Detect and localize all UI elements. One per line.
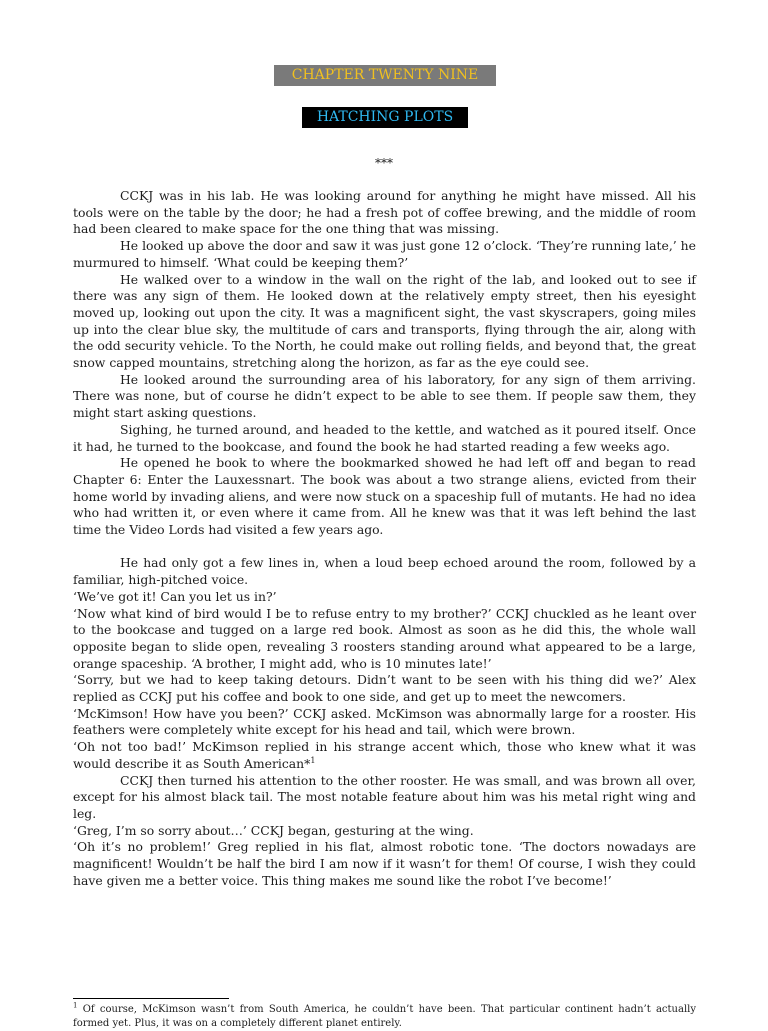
- paragraph: He walked over to a window in the wall on the right of the lab, and looked out to see if there was any sign of them. He looked down at the relatively empty street, then his eyesight moved up, looking out upon the city. It was a magnificent sight, the vast skyscrapers, going miles up into the clear blue sky, the multitude of cars and transports, flying through the air, along with the odd security vehicle. To the North, he could make out rolling fields, and beyond that, the great snow capped mountains, stretching along the horizon, as far as the eye could see.: [73, 271, 696, 371]
- footnote: [73, 1003, 696, 1031]
- paragraph: CCKJ was in his lab. He was looking around for anything he might have missed. All his tools were on the table by the door; he had a fresh pot of coffee brewing, and the middle of room had been cleared to make space for the one thing that was missing.: [73, 188, 696, 237]
- dialogue-line: ‘Greg, I’m so sorry about…’ CCKJ began, gesturing at the wing.: [73, 822, 474, 838]
- paragraph: He had only got a few lines in, when a loud beep echoed around the room, followed by a familiar, high-pitched voice.: [73, 555, 696, 588]
- dialogue-line-with-footnote: [73, 739, 696, 772]
- dialogue-line: ‘Sorry, but we had to keep taking detours. Didn’t want to be seen with his thing did we?’ Alex replied as CCKJ put his coffee and book to one side, and get up to meet the newcomers.: [73, 672, 696, 705]
- paragraph: He looked up above the door and saw it was just gone 12 o’clock. ‘They’re running late,’ he murmured to himself. ‘What could be keeping them?’: [73, 238, 696, 270]
- dialogue-line: ‘We’ve got it! Can you let us in?’: [73, 588, 277, 604]
- chapter-title: CHAPTER TWENTY NINE: [274, 65, 496, 86]
- paragraph: He opened he book to where the bookmarked showed he had left off and began to read Chapter 6: Enter the Lauxessnart. The book was about a two strange aliens, evicted from their home world by invading aliens, and were now stuck on a spaceship full of mutants. He had no idea who had written it, or even where it came from. All he knew was that it was left behind the last time the Video Lords had visited a few years ago.: [73, 455, 696, 538]
- chapter-body: [73, 188, 696, 890]
- footnote-reference[interactable]: 1: [310, 755, 316, 765]
- dialogue-text: ‘Oh not too bad!’ McKimson replied in his strange accent which, those who knew what it was would describe it as South American*: [73, 739, 696, 771]
- chapter-subtitle: HATCHING PLOTS: [302, 107, 468, 128]
- paragraph: CCKJ then turned his attention to the other rooster. He was small, and was brown all over, except for his almost black tail. The most notable feature about him was his metal right wing and leg.: [73, 772, 696, 821]
- footnote-text: Of course, McKimson wasn’t from South America, he couldn’t have been. That particular continent hadn’t actually formed yet. Plus, it was on a completely different planet entirely.: [73, 1004, 696, 1029]
- footnote-number: 1: [73, 1001, 78, 1010]
- paragraph: Sighing, he turned around, and headed to the kettle, and watched as it poured itself. Once it had, he turned to the bookcase, and found the book he had started reading a few weeks ago.: [73, 421, 696, 454]
- dialogue-line: ‘McKimson! How have you been?’ CCKJ asked. McKimson was abnormally large for a rooster. His feathers were completely white except for his head and tail, which were brown.: [73, 705, 696, 738]
- paragraph: He looked around the surrounding area of his laboratory, for any sign of them arriving. There was none, but of course he didn’t expect to be able to see them. If people saw them, they might start asking questions.: [73, 371, 696, 421]
- dialogue-line: ‘Now what kind of bird would I be to refuse entry to my brother?’ CCKJ chuckled as he leant over to the bookcase and tugged on a large red book. Almost as soon as he did this, the whole wall opposite began to slide open, revealing 3 roosters standing around what appeared to be a large, orange spaceship. ‘A brother, I might add, who is 10 minutes late!’: [73, 605, 696, 671]
- footnote-divider: [73, 998, 229, 999]
- scene-break: ***: [375, 156, 393, 170]
- dialogue-line: ‘Oh it’s no problem!’ Greg replied in his flat, almost robotic tone. ‘The doctors nowadays are magnificent! Wouldn’t be half the bird I am now if it wasn’t for them! Of course, I wish they could have given me a better voice. This thing makes me sound like the robot I’ve become!’: [73, 839, 696, 888]
